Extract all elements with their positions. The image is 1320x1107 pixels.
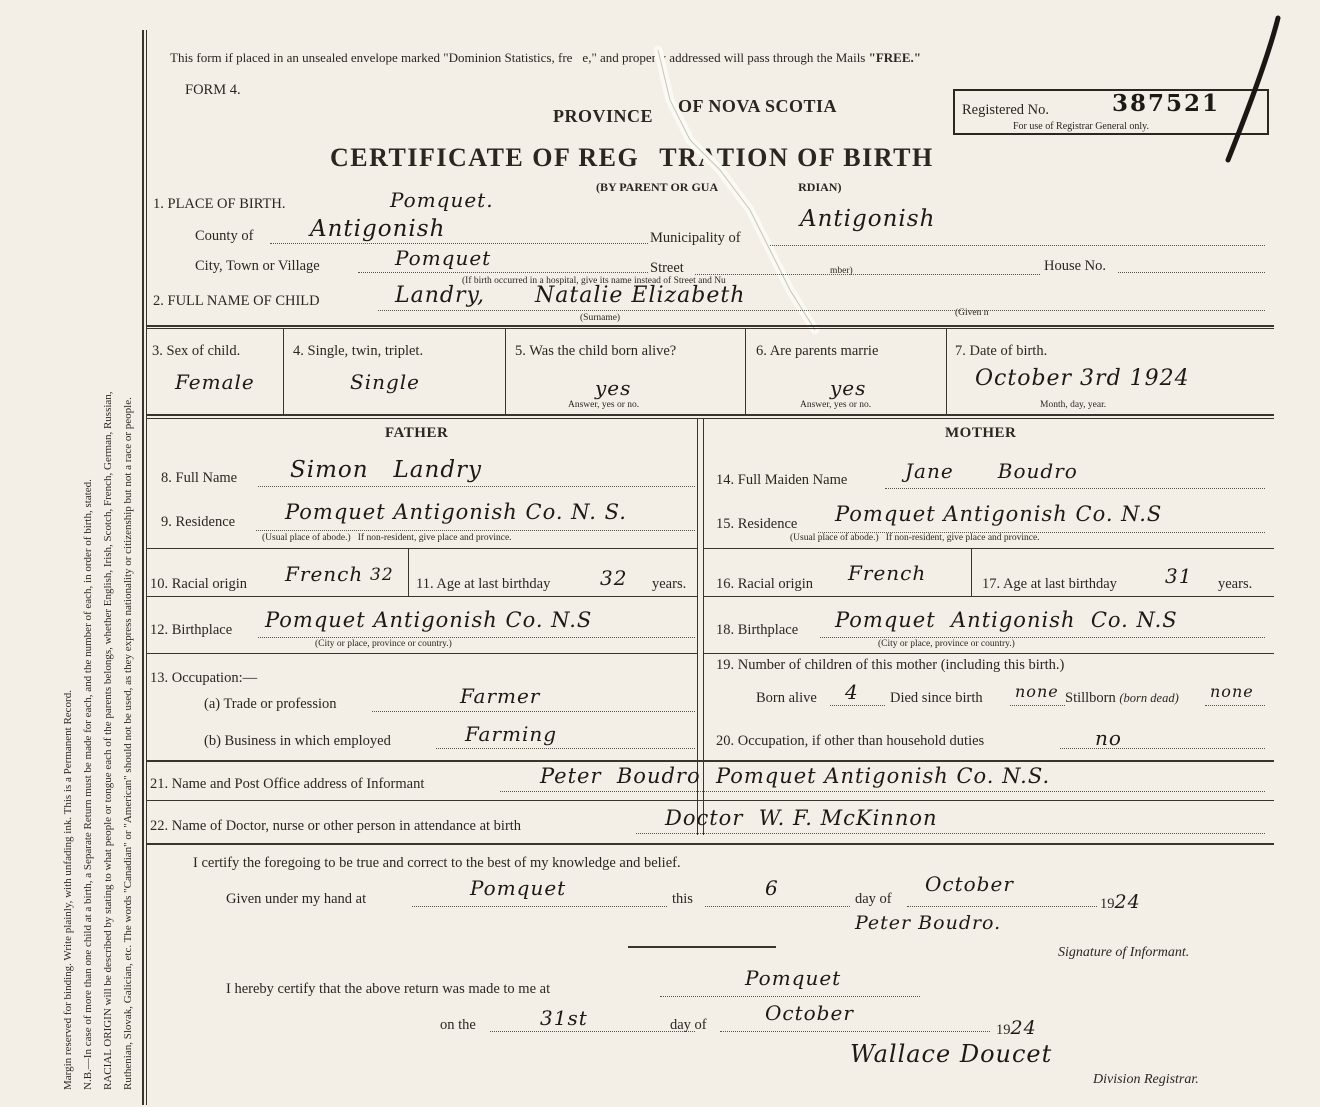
- father-birthplace: Pomquet Antigonish Co. N.S: [265, 608, 593, 632]
- certificate-title: CERTIFICATE OF REG TRATION OF BIRTH: [330, 143, 934, 172]
- mother-birthplace: Pomquet Antigonish Co. N.S: [835, 608, 1178, 632]
- nb-margin-note: N.B.—In case of more than one child at a birth, a Separate Return must be made for each, and the number of each, in order of birth, stated.: [82, 479, 94, 1090]
- mother-residence: Pomquet Antigonish Co. N.S: [835, 502, 1163, 526]
- pen-stroke: [1200, 10, 1290, 170]
- mother-residence-caption: (Usual place of abode.) If non-resident, give place and province.: [790, 533, 1040, 543]
- municipality-label: Municipality of: [650, 230, 741, 246]
- father-years: years.: [652, 576, 687, 592]
- left-frame-line: [142, 30, 144, 1105]
- given-name-caption: (Given n: [955, 308, 989, 318]
- registered-no-note: For use of Registrar General only.: [1013, 121, 1149, 132]
- father-age: 32: [600, 566, 628, 590]
- place-of-birth-label: 1. PLACE OF BIRTH.: [153, 196, 286, 212]
- informant-label: 21. Name and Post Office address of Informant: [150, 776, 425, 792]
- father-residence: Pomquet Antigonish Co. N. S.: [285, 500, 627, 524]
- given-place: Pomquet: [470, 876, 567, 900]
- certificate-subtitle: (BY PARENT OR GUA RDIAN): [596, 180, 842, 194]
- dob-caption: Month, day, year.: [1040, 400, 1107, 410]
- dob-value: October 3rd 1924: [975, 366, 1190, 391]
- informant-signature-caption: Signature of Informant.: [1058, 945, 1190, 960]
- business-value: Farming: [465, 722, 558, 746]
- mother-heading: MOTHER: [945, 425, 1017, 441]
- given-month: October: [925, 872, 1014, 896]
- mail-note: This form if placed in an unsealed envelope marked "Dominion Statistics, fre e," and properly addressed will pass through the Mails "FREE.": [170, 50, 921, 65]
- registered-no-value: 387521: [1112, 90, 1221, 117]
- given-under-hand-label: Given under my hand at: [226, 891, 367, 907]
- province-name: OF NOVA SCOTIA: [678, 96, 838, 116]
- occupation-label: 13. Occupation:—: [150, 670, 258, 686]
- registered-no-label: Registered No.: [962, 102, 1049, 118]
- stillborn-label: Stillborn (born dead): [1065, 690, 1179, 706]
- married-label: 6. Are parents marrie: [756, 343, 879, 359]
- city-label: City, Town or Village: [195, 258, 320, 274]
- mother-residence-label: 15. Residence: [716, 516, 798, 532]
- children-count-label: 19. Number of children of this mother (including this birth.): [716, 657, 1065, 673]
- registrar-caption: Division Registrar.: [1093, 1072, 1199, 1087]
- mother-age: 31: [1165, 564, 1193, 588]
- trade-value: Farmer: [460, 684, 541, 708]
- divider: [628, 946, 776, 948]
- father-name: Simon Landry: [290, 457, 483, 483]
- sex-value: Female: [175, 370, 255, 394]
- registrar-place: Pomquet: [745, 966, 842, 990]
- form-number: FORM 4.: [185, 82, 241, 98]
- mother-race: French: [848, 561, 927, 585]
- mother-birthplace-caption: (City or place, province or country.): [878, 639, 1015, 649]
- mother-name-label: 14. Full Maiden Name: [716, 472, 848, 488]
- doctor-label: 22. Name of Doctor, nurse or other person in attendance at birth: [150, 818, 522, 834]
- informant-value: Peter Boudro Pomquet Antigonish Co. N.S.: [540, 764, 1051, 788]
- alive-value: yes: [595, 376, 632, 400]
- county-value: Antigonish: [310, 216, 446, 242]
- mother-occupation: no: [1095, 726, 1122, 750]
- dob-label: 7. Date of birth.: [955, 343, 1048, 359]
- day-of-label: day of: [855, 891, 892, 907]
- father-heading: FATHER: [385, 425, 449, 441]
- registrar-statement: I hereby certify that the above return was made to me at: [226, 981, 551, 997]
- father-age-label: 11. Age at last birthday: [416, 576, 551, 592]
- mother-occupation-label: 20. Occupation, if other than household duties: [716, 733, 985, 749]
- father-name-label: 8. Full Name: [161, 470, 238, 486]
- married-value: yes: [830, 376, 867, 400]
- mother-birthplace-label: 18. Birthplace: [716, 622, 799, 638]
- doctor-value: Doctor W. F. McKinnon: [665, 806, 938, 830]
- child-name-label: 2. FULL NAME OF CHILD: [153, 293, 320, 309]
- plurality-value: Single: [350, 370, 421, 394]
- alive-label: 5. Was the child born alive?: [515, 343, 677, 359]
- this-label: this: [672, 891, 693, 907]
- certify-statement: I certify the foregoing to be true and correct to the best of my knowledge and belief.: [193, 855, 681, 871]
- mother-age-label: 17. Age at last birthday: [982, 576, 1117, 592]
- racial-origin-note-2: Ruthenian, Slovak, Galician, etc. The words "Canadian" or "American" should not be used, as they express nationality or citizenship but not a race or people.: [122, 397, 134, 1090]
- registrar-day-of-label: day of: [670, 1017, 707, 1033]
- father-race: French: [285, 562, 364, 586]
- married-caption: Answer, yes or no.: [800, 400, 872, 410]
- father-race-label: 10. Racial origin: [150, 576, 248, 592]
- given-year: 1924: [1100, 891, 1141, 913]
- hospital-note: (If birth occurred in a hospital, give its name instead of Street and Nu: [462, 276, 726, 286]
- registrar-signature: Wallace Doucet: [850, 1040, 1053, 1068]
- child-surname: Landry,: [395, 283, 485, 308]
- born-alive-value: 4: [845, 680, 859, 704]
- trade-label: (a) Trade or profession: [204, 696, 337, 712]
- place-of-birth-value: Pomquet.: [390, 188, 494, 212]
- registrar-day: 31st: [540, 1006, 588, 1030]
- given-day: 6: [765, 876, 779, 900]
- province-label: PROVINCE: [553, 106, 654, 126]
- alive-caption: Answer, yes or no.: [568, 400, 640, 410]
- county-label: County of: [195, 228, 254, 244]
- municipality-value: Antigonish: [800, 206, 936, 232]
- born-alive-label: Born alive: [756, 690, 817, 706]
- business-label: (b) Business in which employed: [204, 733, 391, 749]
- house-no-label: House No.: [1044, 258, 1107, 274]
- mother-name: Jane Boudro: [905, 459, 1078, 483]
- left-frame-line-inner: [146, 30, 147, 1105]
- father-residence-label: 9. Residence: [161, 514, 236, 530]
- surname-caption: (Surname): [580, 313, 621, 323]
- racial-origin-note-1: RACIAL ORIGIN will be described by stating to what people or tongue each of the parents belongs, whether English, Irish, Scotch, French, German, Russian,: [102, 391, 114, 1090]
- father-birthplace-caption: (City or place, province or country.): [315, 639, 452, 649]
- registrar-year: 1924: [996, 1017, 1037, 1039]
- street-label: Street: [650, 260, 684, 276]
- died-value: none: [1015, 682, 1059, 701]
- registrar-month: October: [765, 1001, 854, 1025]
- stillborn-value: none: [1210, 682, 1254, 701]
- father-residence-caption: (Usual place of abode.) If non-resident, give place and province.: [262, 533, 512, 543]
- father-birthplace-label: 12. Birthplace: [150, 622, 233, 638]
- informant-signature: Peter Boudro.: [855, 912, 1002, 934]
- city-value: Pomquet: [395, 246, 492, 270]
- died-label: Died since birth: [890, 690, 983, 706]
- mother-years: years.: [1218, 576, 1253, 592]
- sex-label: 3. Sex of child.: [152, 343, 241, 359]
- hospital-note-end: mber): [830, 266, 853, 276]
- on-the-label: on the: [440, 1017, 476, 1033]
- father-race-extra: 32: [370, 565, 394, 585]
- binding-margin-note: Margin reserved for binding. Write plainly, with unfading ink. This is a Permanent Record.: [62, 690, 74, 1090]
- plurality-label: 4. Single, twin, triplet.: [293, 343, 424, 359]
- child-given-name: Natalie Elizabeth: [535, 283, 746, 308]
- mother-race-label: 16. Racial origin: [716, 576, 814, 592]
